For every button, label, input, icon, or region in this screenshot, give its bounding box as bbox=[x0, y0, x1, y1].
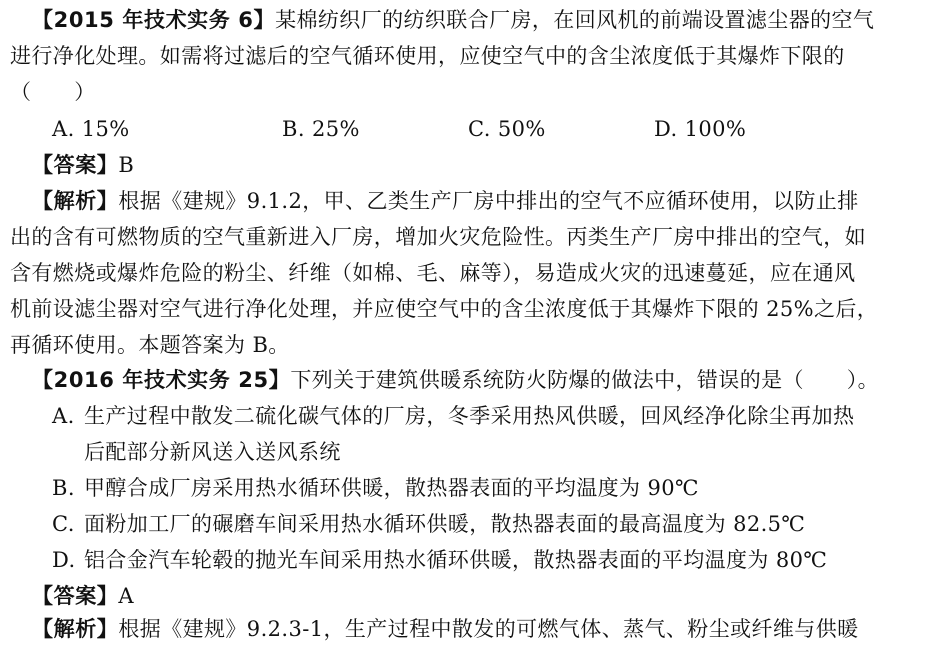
q2-option-d-letter: D. bbox=[52, 548, 76, 572]
q1-analysis-text-1: 根据《建规》9.1.2，甲、乙类生产厂房中排出的空气不应循环使用，以防止排 bbox=[118, 189, 859, 213]
q2-answer-value: A bbox=[118, 584, 134, 608]
q2-option-d bbox=[0, 542, 944, 578]
q2-tag-close: 】 bbox=[268, 368, 291, 392]
q2-analysis-label: 【解析】 bbox=[32, 617, 119, 641]
q1-analysis-line-3 bbox=[0, 255, 944, 291]
q2-option-a-continued bbox=[0, 434, 944, 470]
q1-answer-label: 【答案】 bbox=[32, 153, 119, 177]
q2-option-b bbox=[0, 470, 944, 506]
q1-stem-blank: （ ） bbox=[10, 80, 96, 104]
q1-analysis-line-2 bbox=[0, 219, 944, 255]
q1-answer-line bbox=[0, 147, 944, 183]
q1-stem-line-3 bbox=[0, 74, 944, 110]
q1-options-row bbox=[0, 111, 944, 147]
q1-option-d: D. 100% bbox=[654, 117, 747, 141]
q2-stem-text: 下列关于建筑供暖系统防火防爆的做法中，错误的是（ ）。 bbox=[290, 368, 880, 392]
q1-source-tag: 2015 年技术实务 6 bbox=[53, 8, 254, 32]
q1-analysis-label: 【解析】 bbox=[32, 189, 119, 213]
q2-analysis-line-1 bbox=[0, 611, 944, 647]
q2-stem-line bbox=[0, 362, 944, 398]
q1-analysis-text-5: 再循环使用。本题答案为 B。 bbox=[10, 333, 290, 357]
q1-analysis-line-5 bbox=[0, 327, 944, 363]
q2-source-tag: 2016 年技术实务 25 bbox=[53, 368, 269, 392]
q1-option-a: A. 15% bbox=[52, 117, 130, 141]
q2-answer-label: 【答案】 bbox=[32, 584, 119, 608]
q1-analysis-text-2: 出的含有可燃物质的空气重新进入厂房，增加火灾危险性。丙类生产厂房中排出的空气，如 bbox=[10, 225, 866, 249]
q2-option-c-text: 面粉加工厂的碾磨车间采用热水循环供暖，散热器表面的最高温度为 82.5℃ bbox=[84, 512, 806, 536]
q1-analysis-text-4: 机前设滤尘器对空气进行净化处理，并应使空气中的含尘浓度低于其爆炸下限的 25%之后， bbox=[10, 297, 879, 321]
q2-tag-open: 【 bbox=[32, 368, 54, 392]
q1-option-b: B. 25% bbox=[282, 117, 360, 141]
q2-answer-line bbox=[0, 578, 944, 614]
q2-option-a-letter: A. bbox=[52, 404, 75, 428]
q1-option-c: C. 50% bbox=[468, 117, 546, 141]
q2-option-a-text-2: 后配部分新风送入送风系统 bbox=[84, 440, 341, 464]
q1-tag-open: 【 bbox=[32, 8, 54, 32]
q1-tag-close: 】 bbox=[253, 8, 276, 32]
q1-stem-text-1: 某棉纺织厂的纺织联合厂房，在回风机的前端设置滤尘器的空气 bbox=[275, 8, 875, 32]
q1-stem-line-1 bbox=[0, 2, 944, 38]
q1-stem-line-2 bbox=[0, 38, 944, 74]
q2-option-a-text-1: 生产过程中散发二硫化碳气体的厂房，冬季采用热风供暖，回风经净化除尘再加热 bbox=[84, 404, 855, 428]
q1-analysis-line-1 bbox=[0, 183, 944, 219]
q2-option-c bbox=[0, 506, 944, 542]
q1-analysis-text-3: 含有燃烧或爆炸危险的粉尘、纤维（如棉、毛、麻等），易造成火灾的迅速蔓延，应在通风 bbox=[10, 261, 856, 285]
q2-option-a bbox=[0, 398, 944, 434]
q2-option-b-letter: B. bbox=[52, 476, 75, 500]
q2-option-c-letter: C. bbox=[52, 512, 75, 536]
q2-option-d-text: 铝合金汽车轮毂的抛光车间采用热水循环供暖，散热器表面的平均温度为 80℃ bbox=[84, 548, 828, 572]
q2-analysis-text-1: 根据《建规》9.2.3-1，生产过程中散发的可燃气体、蒸气、粉尘或纤维与供暖 bbox=[118, 617, 859, 641]
q1-stem-text-2: 进行净化处理。如需将过滤后的空气循环使用，应使空气中的含尘浓度低于其爆炸下限的 bbox=[10, 44, 845, 68]
q1-answer-value: B bbox=[118, 153, 135, 177]
q1-analysis-line-4 bbox=[0, 291, 944, 327]
q2-option-b-text: 甲醇合成厂房采用热水循环供暖，散热器表面的平均温度为 90℃ bbox=[84, 476, 699, 500]
